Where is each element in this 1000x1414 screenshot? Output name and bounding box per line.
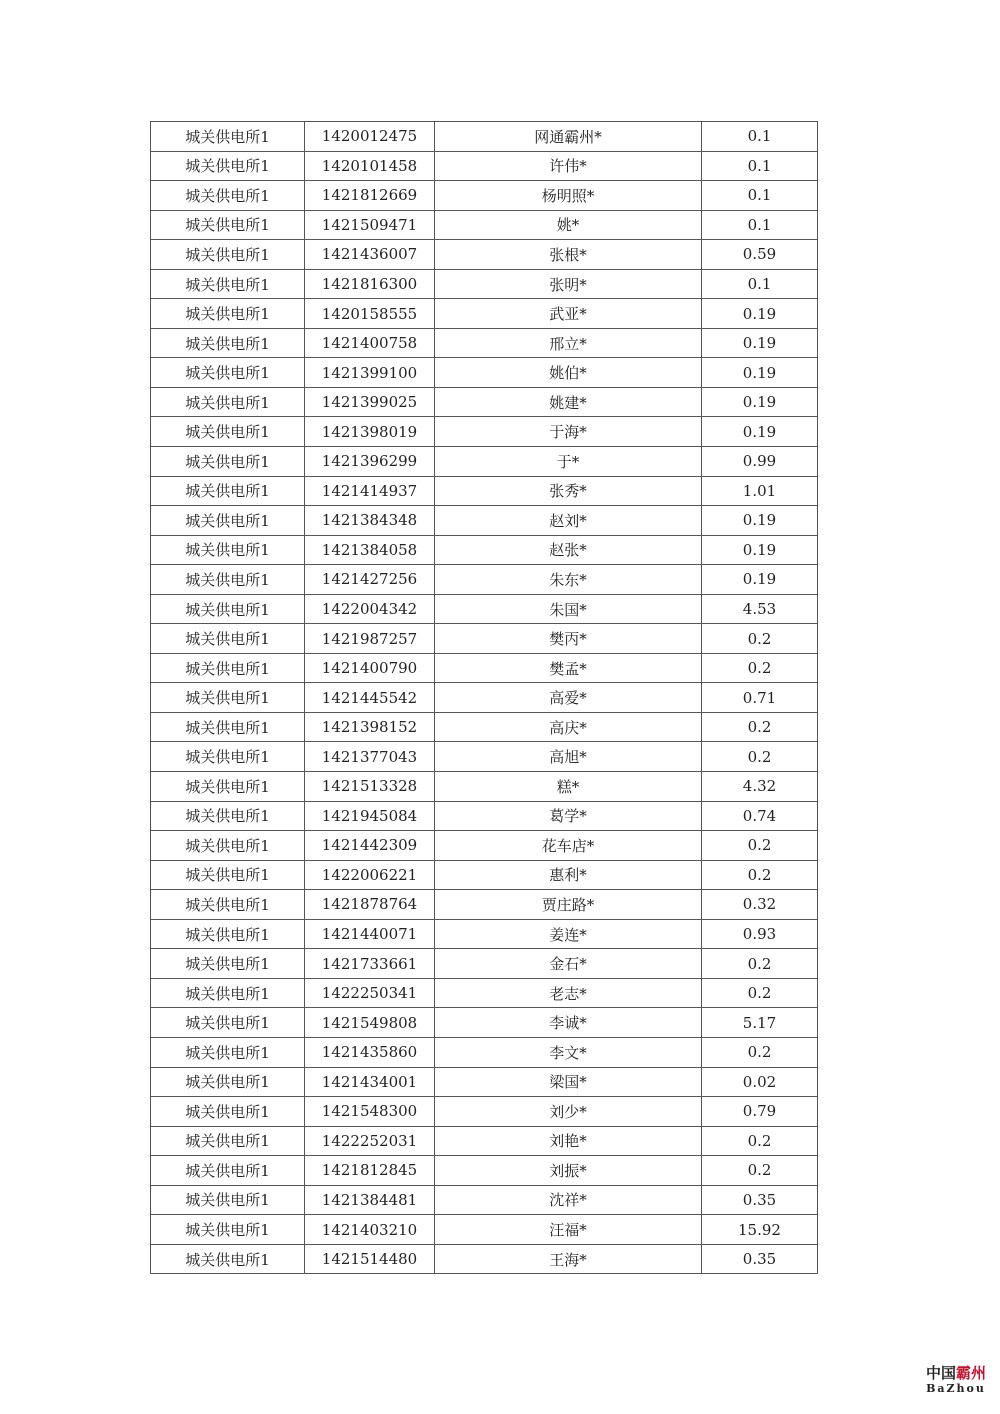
amount-cell: 0.2 <box>702 1037 818 1067</box>
name-cell: 许伟* <box>435 151 702 181</box>
station-cell: 城关供电所1 <box>151 1215 305 1245</box>
table-row <box>151 506 818 536</box>
name-cell: 高庆* <box>435 712 702 742</box>
station-cell: 城关供电所1 <box>151 328 305 358</box>
station-cell: 城关供电所1 <box>151 181 305 211</box>
table-row <box>151 1126 818 1156</box>
name-cell: 朱东* <box>435 565 702 595</box>
amount-cell: 0.2 <box>702 1126 818 1156</box>
table-row <box>151 358 818 388</box>
station-cell: 城关供电所1 <box>151 210 305 240</box>
station-cell: 城关供电所1 <box>151 978 305 1008</box>
logo-text-bazhou: 霸州 <box>956 1364 987 1382</box>
account-cell: 1421733661 <box>305 949 435 979</box>
table-row <box>151 535 818 565</box>
station-cell: 城关供电所1 <box>151 506 305 536</box>
table-row <box>151 653 818 683</box>
station-cell: 城关供电所1 <box>151 1126 305 1156</box>
table-row <box>151 831 818 861</box>
station-cell: 城关供电所1 <box>151 1067 305 1097</box>
amount-cell: 0.19 <box>702 387 818 417</box>
table-row <box>151 919 818 949</box>
table-row <box>151 447 818 477</box>
account-cell: 1421812669 <box>305 181 435 211</box>
amount-cell: 0.2 <box>702 653 818 683</box>
station-cell: 城关供电所1 <box>151 742 305 772</box>
amount-cell: 0.19 <box>702 535 818 565</box>
amount-cell: 0.2 <box>702 624 818 654</box>
amount-cell: 0.59 <box>702 240 818 270</box>
station-cell: 城关供电所1 <box>151 831 305 861</box>
amount-cell: 0.19 <box>702 328 818 358</box>
station-cell: 城关供电所1 <box>151 122 305 152</box>
amount-cell: 0.19 <box>702 299 818 329</box>
name-cell: 王海* <box>435 1244 702 1274</box>
account-cell: 1422252031 <box>305 1126 435 1156</box>
amount-cell: 0.1 <box>702 210 818 240</box>
account-cell: 1421384058 <box>305 535 435 565</box>
account-cell: 1421377043 <box>305 742 435 772</box>
account-cell: 1420101458 <box>305 151 435 181</box>
station-cell: 城关供电所1 <box>151 653 305 683</box>
amount-cell: 0.2 <box>702 1156 818 1186</box>
station-cell: 城关供电所1 <box>151 299 305 329</box>
name-cell: 网通霸州* <box>435 122 702 152</box>
account-cell: 1421398152 <box>305 712 435 742</box>
table-row <box>151 742 818 772</box>
station-cell: 城关供电所1 <box>151 387 305 417</box>
name-cell: 赵刘* <box>435 506 702 536</box>
amount-cell: 0.71 <box>702 683 818 713</box>
table-row <box>151 565 818 595</box>
amount-cell: 4.53 <box>702 594 818 624</box>
station-cell: 城关供电所1 <box>151 860 305 890</box>
account-cell: 1421414937 <box>305 476 435 506</box>
amount-cell: 0.2 <box>702 860 818 890</box>
account-cell: 1421445542 <box>305 683 435 713</box>
account-cell: 1421513328 <box>305 772 435 802</box>
table-row <box>151 978 818 1008</box>
name-cell: 贾庄路* <box>435 890 702 920</box>
amount-cell: 0.2 <box>702 742 818 772</box>
station-cell: 城关供电所1 <box>151 919 305 949</box>
account-cell: 1421436007 <box>305 240 435 270</box>
table-row <box>151 181 818 211</box>
station-cell: 城关供电所1 <box>151 447 305 477</box>
name-cell: 梁国* <box>435 1067 702 1097</box>
account-cell: 1421384481 <box>305 1185 435 1215</box>
name-cell: 姚建* <box>435 387 702 417</box>
table-row <box>151 683 818 713</box>
name-cell: 高爱* <box>435 683 702 713</box>
station-cell: 城关供电所1 <box>151 565 305 595</box>
account-cell: 1421435860 <box>305 1037 435 1067</box>
zhongguo-bazhou-logo <box>924 1366 988 1394</box>
name-cell: 邢立* <box>435 328 702 358</box>
name-cell: 于海* <box>435 417 702 447</box>
amount-cell: 0.2 <box>702 978 818 1008</box>
amount-cell: 0.2 <box>702 831 818 861</box>
account-cell: 1422250341 <box>305 978 435 1008</box>
station-cell: 城关供电所1 <box>151 151 305 181</box>
table-row <box>151 476 818 506</box>
station-cell: 城关供电所1 <box>151 683 305 713</box>
name-cell: 金石* <box>435 949 702 979</box>
logo-text-zhongguo: 中国 <box>925 1364 956 1382</box>
name-cell: 杨明照* <box>435 181 702 211</box>
station-cell: 城关供电所1 <box>151 1244 305 1274</box>
name-cell: 姚伯* <box>435 358 702 388</box>
name-cell: 惠利* <box>435 860 702 890</box>
table-row <box>151 860 818 890</box>
station-cell: 城关供电所1 <box>151 1008 305 1038</box>
station-cell: 城关供电所1 <box>151 712 305 742</box>
table-row <box>151 949 818 979</box>
table-row <box>151 122 818 152</box>
account-cell: 1421816300 <box>305 269 435 299</box>
table-row <box>151 1008 818 1038</box>
name-cell: 赵张* <box>435 535 702 565</box>
table-row <box>151 387 818 417</box>
amount-cell: 0.99 <box>702 447 818 477</box>
name-cell: 花车店* <box>435 831 702 861</box>
table-row <box>151 1067 818 1097</box>
name-cell: 于* <box>435 447 702 477</box>
station-cell: 城关供电所1 <box>151 1156 305 1186</box>
name-cell: 刘艳* <box>435 1126 702 1156</box>
station-cell: 城关供电所1 <box>151 594 305 624</box>
name-cell: 武亚* <box>435 299 702 329</box>
table-body <box>151 122 818 1274</box>
table-row <box>151 151 818 181</box>
amount-cell: 0.79 <box>702 1097 818 1127</box>
amount-cell: 0.32 <box>702 890 818 920</box>
account-cell: 1421399100 <box>305 358 435 388</box>
table-row <box>151 1244 818 1274</box>
name-cell: 刘少* <box>435 1097 702 1127</box>
account-cell: 1421987257 <box>305 624 435 654</box>
data-table <box>150 121 818 1274</box>
table-row <box>151 1037 818 1067</box>
table-row <box>151 240 818 270</box>
name-cell: 张明* <box>435 269 702 299</box>
name-cell: 汪福* <box>435 1215 702 1245</box>
amount-cell: 15.92 <box>702 1215 818 1245</box>
amount-cell: 0.1 <box>702 122 818 152</box>
station-cell: 城关供电所1 <box>151 890 305 920</box>
name-cell: 李文* <box>435 1037 702 1067</box>
table-row <box>151 1097 818 1127</box>
account-cell: 1421434001 <box>305 1067 435 1097</box>
amount-cell: 0.2 <box>702 712 818 742</box>
account-cell: 1420158555 <box>305 299 435 329</box>
name-cell: 张秀* <box>435 476 702 506</box>
table-row <box>151 417 818 447</box>
name-cell: 姚* <box>435 210 702 240</box>
station-cell: 城关供电所1 <box>151 476 305 506</box>
name-cell: 刘振* <box>435 1156 702 1186</box>
table-row <box>151 269 818 299</box>
account-cell: 1421945084 <box>305 801 435 831</box>
account-cell: 1421442309 <box>305 831 435 861</box>
amount-cell: 0.19 <box>702 417 818 447</box>
name-cell: 张根* <box>435 240 702 270</box>
table-row <box>151 594 818 624</box>
logo-subtitle: BaZhou <box>926 1382 986 1395</box>
name-cell: 葛学* <box>435 801 702 831</box>
amount-cell: 0.2 <box>702 949 818 979</box>
account-cell: 1421398019 <box>305 417 435 447</box>
table-row <box>151 210 818 240</box>
name-cell: 李诚* <box>435 1008 702 1038</box>
account-cell: 1421440071 <box>305 919 435 949</box>
amount-cell: 0.1 <box>702 151 818 181</box>
account-cell: 1421400758 <box>305 328 435 358</box>
name-cell: 樊孟* <box>435 653 702 683</box>
name-cell: 姜连* <box>435 919 702 949</box>
station-cell: 城关供电所1 <box>151 772 305 802</box>
account-cell: 1421403210 <box>305 1215 435 1245</box>
name-cell: 高旭* <box>435 742 702 772</box>
station-cell: 城关供电所1 <box>151 1097 305 1127</box>
account-cell: 1421399025 <box>305 387 435 417</box>
account-cell: 1421400790 <box>305 653 435 683</box>
name-cell: 朱国* <box>435 594 702 624</box>
table-row <box>151 890 818 920</box>
amount-cell: 4.32 <box>702 772 818 802</box>
table-row <box>151 1215 818 1245</box>
table-row <box>151 299 818 329</box>
account-cell: 1421396299 <box>305 447 435 477</box>
account-cell: 1421812845 <box>305 1156 435 1186</box>
amount-cell: 0.19 <box>702 565 818 595</box>
amount-cell: 1.01 <box>702 476 818 506</box>
table-row <box>151 328 818 358</box>
amount-cell: 0.35 <box>702 1244 818 1274</box>
account-cell: 1420012475 <box>305 122 435 152</box>
name-cell: 樊丙* <box>435 624 702 654</box>
amount-cell: 5.17 <box>702 1008 818 1038</box>
station-cell: 城关供电所1 <box>151 624 305 654</box>
account-cell: 1422006221 <box>305 860 435 890</box>
account-cell: 1421549808 <box>305 1008 435 1038</box>
station-cell: 城关供电所1 <box>151 535 305 565</box>
station-cell: 城关供电所1 <box>151 358 305 388</box>
name-cell: 老志* <box>435 978 702 1008</box>
amount-cell: 0.74 <box>702 801 818 831</box>
name-cell: 糕* <box>435 772 702 802</box>
station-cell: 城关供电所1 <box>151 240 305 270</box>
table-row <box>151 712 818 742</box>
logo-title <box>924 1366 988 1381</box>
amount-cell: 0.93 <box>702 919 818 949</box>
amount-cell: 0.19 <box>702 506 818 536</box>
station-cell: 城关供电所1 <box>151 1037 305 1067</box>
account-cell: 1422004342 <box>305 594 435 624</box>
amount-cell: 0.1 <box>702 269 818 299</box>
station-cell: 城关供电所1 <box>151 269 305 299</box>
account-cell: 1421427256 <box>305 565 435 595</box>
amount-cell: 0.1 <box>702 181 818 211</box>
table-row <box>151 624 818 654</box>
table-row <box>151 1156 818 1186</box>
account-cell: 1421548300 <box>305 1097 435 1127</box>
station-cell: 城关供电所1 <box>151 949 305 979</box>
name-cell: 沈祥* <box>435 1185 702 1215</box>
amount-cell: 0.35 <box>702 1185 818 1215</box>
station-cell: 城关供电所1 <box>151 417 305 447</box>
station-cell: 城关供电所1 <box>151 1185 305 1215</box>
account-cell: 1421509471 <box>305 210 435 240</box>
table-row <box>151 801 818 831</box>
table-row <box>151 772 818 802</box>
station-cell: 城关供电所1 <box>151 801 305 831</box>
amount-cell: 0.02 <box>702 1067 818 1097</box>
table-row <box>151 1185 818 1215</box>
amount-cell: 0.19 <box>702 358 818 388</box>
account-cell: 1421514480 <box>305 1244 435 1274</box>
account-cell: 1421384348 <box>305 506 435 536</box>
account-cell: 1421878764 <box>305 890 435 920</box>
